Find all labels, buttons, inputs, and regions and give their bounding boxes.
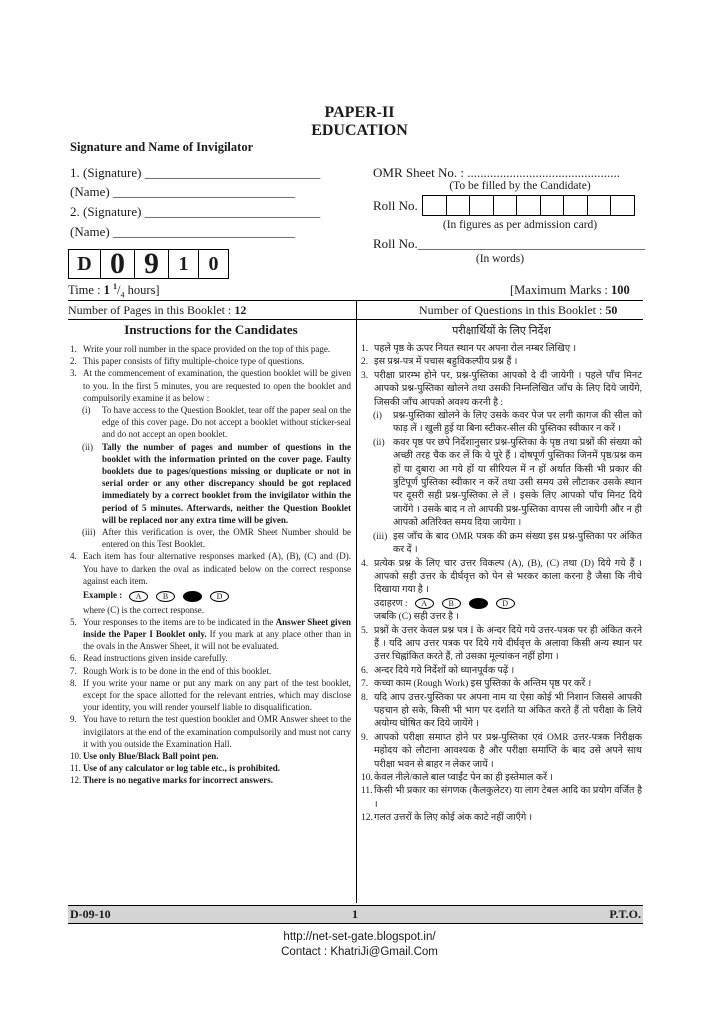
list-item: 9. आपको परीक्षा समाप्त होने पर प्रश्न-पुस्तिका एवं OMR उत्तर-पत्रक निरीक्षक महोदय को लौटाना आवश्यक है और परीक्षा समाप्ति के बाद उसे अपने साथ परीक्षा भवन से बाहर न लेकर जायें ।: [361, 732, 642, 770]
maximum-marks: [Maximum Marks : 100: [510, 283, 630, 297]
option-c-oval-filled: [469, 598, 488, 609]
list-item: 8. If you write your name or put any mark on any part of the test booklet, except for the space allotted for the relevant entries, which may disclose your identity, you will render yourself liable to disqualification.: [70, 677, 351, 713]
pto-label: P.T.O.: [609, 907, 641, 921]
example-note-hindi: जबकि (C) सही उत्तर है ।: [374, 612, 459, 623]
name-line-1: (Name) ____________________________: [70, 184, 295, 199]
paper-number: PAPER-II: [324, 104, 395, 121]
option-d-oval: D: [210, 591, 229, 602]
list-item: 3. परीक्षा प्रारम्भ होने पर, प्रश्न-पुस्तिका आपको दे दी जायेगी । पहले पाँच मिनट आपको प्रश्न-पुस्तिका खोलने तथा उसकी निम्नलिखित जाँच के लिए दिये जायेंगे, जिसकी जाँच आपको अवश्य करनी है :: [361, 370, 642, 408]
footer-code: D-09-10: [70, 907, 111, 921]
code-series: D: [69, 250, 101, 278]
example-answer-hindi: उदाहरण : A B D: [361, 598, 642, 611]
example-note: where (C) is the correct response.: [83, 604, 204, 615]
list-item: (i) To have access to the Question Booklet, tear off the paper seal on the edge of this cover page. Do not accept a booklet without sticker-seal and do not accept an open booklet.: [82, 405, 351, 440]
instructions-english: [70, 343, 351, 787]
option-b-oval: B: [442, 598, 461, 609]
signature-line-2: 2. (Signature) ___________________________: [70, 204, 321, 219]
list-item: 1. पहले पृष्ठ के ऊपर नियत स्थान पर अपना रोल नम्बर लिखिए ।: [361, 344, 577, 354]
option-a-oval: A: [129, 591, 148, 602]
list-item: 4. Each item has four alternative responses marked (A), (B), (C) and (D). You have to darken the oval as indicated below on the correct response against each item.: [70, 551, 351, 586]
list-item: 11. Use of any calculator or log table etc., is prohibited.: [70, 763, 280, 774]
list-item: 5. प्रश्नों के उत्तर केवल प्रश्न पत्र I के अन्दर दिये गये उत्तर-पत्रक पर ही अंकित करने हैं । यदि आप उत्तर पत्रक पर दिये गये दीर्घवृत्त के अलावा किसी अन्य स्थान पर उत्तर चिह्नांकित करते हैं, तो उसका मूल्यांकन नहीं होगा ।: [361, 625, 642, 663]
roll-no-label: Roll No.: [373, 198, 418, 213]
option-c-oval-filled: [183, 591, 202, 602]
option-a-oval: A: [415, 598, 434, 609]
list-item: 7. कच्चा काम (Rough Work) इस पुस्तिका के अन्तिम पृष्ठ पर करें ।: [361, 679, 592, 690]
list-item: 12. गलत उत्तरों के लिए कोई अंक काटे नहीं जाएँगे ।: [361, 813, 533, 824]
omr-sheet-number: OMR Sheet No. : ...............................................: [373, 165, 620, 180]
list-item: 9. You have to return the test question booklet and OMR Answer sheet to the invigilators at the end of the examination compulsorily and must not carry it with you outside the Examination Hall.: [70, 714, 351, 749]
time-allowed: Time : 1 $^1/_4$ hours]: [68, 282, 160, 300]
watermark-url[interactable]: http://net-set-gate.blogspot.in/: [283, 931, 436, 943]
omr-note: (To be filled by the Candidate): [449, 180, 591, 192]
list-item: 2. इस प्रश्न-पत्र में पचास बहुविकल्पीय प्रश्न हैं ।: [361, 357, 518, 368]
list-item: 7. Rough Work is to be done in the end of this booklet.: [70, 665, 272, 676]
booklet-code: [68, 249, 229, 279]
list-item: 12. There is no negative marks for incorrect answers.: [70, 775, 273, 786]
list-item: 4. प्रत्येक प्रश्न के लिए चार उत्तर विकल्प (A), (B), (C) तथा (D) दिये गये हैं । आपको सही उत्तर के दीर्घवृत्त को पेन से भरकर काला करना है जैसा कि नीचे दिखाया गया है ।: [361, 558, 642, 596]
list-item: 10. Use only Blue/Black Ball point pen.: [70, 750, 219, 761]
roll-number-boxes[interactable]: [422, 195, 635, 216]
roll-no-words: Roll No.___________________________________: [373, 236, 646, 251]
list-item: 5. Your responses to the items are to be indicated in the Answer Sheet given inside the Paper I Booklet only. If you mark at any place other than in the ovals in the Answer Sheet, it will not be evaluated.: [70, 616, 351, 652]
list-item: 8. यदि आप उत्तर-पुस्तिका पर अपना नाम या ऐसा कोई भी निशान जिससे आपकी पहचान हो सके, किसी भी भाग पर दर्शाते या अंकित करते हैं तो परीक्षा के लिये अयोग्य घोषित कर दिये जायेंगे ।: [361, 692, 642, 730]
option-d-oval: D: [496, 598, 515, 609]
list-item: (i) प्रश्न-पुस्तिका खोलने के लिए उसके कवर पेज पर लगी कागज की सील को फाड़ लें । खुली हुई या बिना स्टीकर-सील की पुस्तिका स्वीकार न करें ।: [373, 411, 642, 435]
list-item: 6. अन्दर दिये गये निर्देशों को ध्यानपूर्वक पढ़ें ।: [361, 665, 515, 676]
example-answer: Example : A B D: [70, 589, 351, 601]
list-item: (iii) इस जाँच के बाद OMR पत्रक की क्रम संख्या इस प्रश्न-पुस्तिका पर अंकित कर दें ।: [373, 531, 642, 556]
questions-count: Number of Questions in this Booklet : 50: [419, 303, 618, 317]
list-item: 3. At the commencement of examination, the question booklet will be given to you. In the first 5 minutes, you are requested to open the booklet and compulsorily examine it as below :: [70, 368, 351, 403]
list-item: (ii) कवर पृष्ठ पर छपे निर्देशानुसार प्रश्न-पुस्तिका के पृष्ठ तथा प्रश्नों की संख्या को अच्छी तरह चैक कर लें कि ये पूरे हैं । दोषपूर्ण पुस्तिका जिनमें पृष्ठ/प्रश्न कम हों या दुबारा आ गये हों या सीरियल में न हों अर्थात किसी भी प्रकार की त्रुटिपूर्ण पुस्तिका स्वीकार न करें तथा उसी समय उसे लौटाकर उसके स्थान पर दूसरी सही प्रश्न-पुस्तिका ले लें । इसके लिए आपको पाँच मिनट दिये जायेंगे । उसके बाद न तो आपकी प्रश्न-पुस्तिका वापस ली जायेगी और न ही आपको अतिरिक्त समय दिया जायेगा ।: [373, 437, 642, 529]
list-item: 10. केवल नीले/काले बाल प्वाईंट पेन का ही इस्तेमाल करें ।: [361, 773, 554, 783]
pages-count: Number of Pages in this Booklet : 12: [68, 303, 247, 317]
signature-line-1: 1. (Signature) ___________________________: [70, 165, 321, 180]
code-digit: 9: [135, 250, 169, 278]
signature-heading: Signature and Name of Invigilator: [70, 140, 254, 154]
list-item: (iii) After this verification is over, the OMR Sheet Number should be entered on this Test Booklet.: [82, 527, 351, 550]
instructions-hindi: [361, 343, 642, 826]
list-item: 6. Read instructions given inside carefully.: [70, 653, 228, 664]
subject-title: EDUCATION: [311, 122, 408, 139]
instructions-title: Instructions for the Candidates: [124, 322, 298, 337]
code-digit: 0: [101, 250, 135, 278]
list-item: 1. Write your roll number in the space provided on the top of this page.: [70, 344, 331, 354]
name-line-2: (Name) ____________________________: [70, 224, 295, 239]
instructions-title-hindi: परीक्षार्थियों के लिए निर्देश: [452, 325, 551, 337]
watermark-contact: Contact : KhatriJi@Gmail.Com: [281, 946, 438, 958]
list-item: (ii) Tally the number of pages and number of questions in the booklet with the information printed on the cover page. Faulty booklets due to pages/questions missing or duplicate or not in serial order or any other discrepancy should be got replaced immediately by a correct booklet from the invigilator within the period of 5 minutes. Afterwards, neither the Question Booklet will be replaced nor any extra time will be given.: [82, 441, 351, 525]
page-number: 1: [352, 907, 358, 921]
code-digit: 0: [208, 252, 219, 275]
list-item: 11. किसी भी प्रकार का संगणक (कैलकुलेटर) या लाग टेबल आदि का प्रयोग वर्जित है ।: [361, 786, 642, 810]
roll-note: (In figures as per admission card): [442, 219, 598, 231]
page-footer: [68, 905, 643, 924]
option-b-oval: B: [156, 591, 175, 602]
code-digit: 1: [169, 250, 199, 278]
words-note: (In words): [475, 253, 525, 265]
list-item: 2. This paper consists of fifty multiple-choice type of questions.: [70, 356, 305, 367]
